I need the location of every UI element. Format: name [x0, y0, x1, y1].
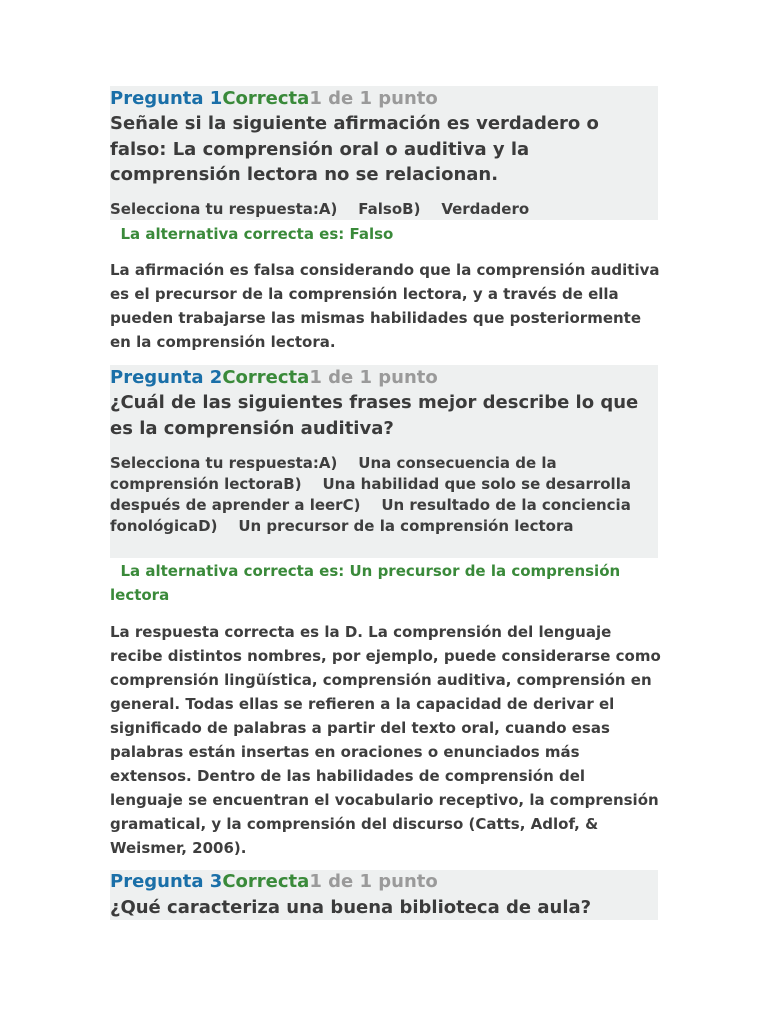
question-1-number: Pregunta 1: [110, 88, 223, 109]
question-2-number: Pregunta 2: [110, 367, 223, 388]
question-1-answers: Selecciona tu respuesta:A) FalsoB) Verdadero: [110, 200, 530, 218]
question-1-status: Correcta: [222, 88, 310, 109]
question-1-points: 1 de 1 punto: [309, 88, 438, 109]
question-3-text: ¿Qué caracteriza una buena biblioteca de aula?: [110, 897, 592, 918]
question-2-header: [110, 366, 438, 390]
question-3-number: Pregunta 3: [110, 871, 223, 892]
question-2-points: 1 de 1 punto: [309, 367, 438, 388]
question-1-feedback: La afirmación es falsa considerando que la comprensión auditiva es el precursor de la comprensión lectora, y a través de ella pueden trabajarse las mismas habilidades que posteriormente en la comprensión lectora.: [110, 261, 660, 351]
question-2-correct-answer: La alternativa correcta es: Un precursor de la comprensión lectora: [110, 562, 626, 604]
question-2-answers: Selecciona tu respuesta:A) Una consecuencia de la comprensión lectoraB) Una habilidad que solo se desarrolla después de aprender a leerC) Un resultado de la conciencia fonológicaD) Un precursor de la comprensión lectora: [110, 454, 637, 535]
question-1-correct-answer: La alternativa correcta es: Falso: [110, 225, 394, 243]
question-3-status: Correcta: [222, 871, 310, 892]
question-1-header: [110, 87, 438, 111]
question-2-text: ¿Cuál de las siguientes frases mejor describe lo que es la comprensión auditiva?: [110, 392, 639, 439]
question-3-header: [110, 870, 438, 894]
question-3-points: 1 de 1 punto: [309, 871, 438, 892]
question-2-status: Correcta: [222, 367, 310, 388]
question-1-text: Señale si la siguiente afirmación es verdadero o falso: La comprensión oral o auditiva y la comprensión lectora no se relacionan.: [110, 113, 599, 185]
question-2-feedback: La respuesta correcta es la D. La comprensión del lenguaje recibe distintos nombres, por ejemplo, puede considerarse como comprensión lingüística, comprensión auditiva, comprensión en general. Todas ellas se refieren a la capacidad de derivar el significado de palabras a partir del texto oral, cuando esas palabras están insertas en oraciones o enunciados más extensos. Dentro de las habilidades de comprensión del lenguaje se encuentran el vocabulario receptivo, la comprensión gramatical, y la comprensión del discurso (Catts, Adlof, & Weismer, 2006).: [110, 623, 661, 857]
